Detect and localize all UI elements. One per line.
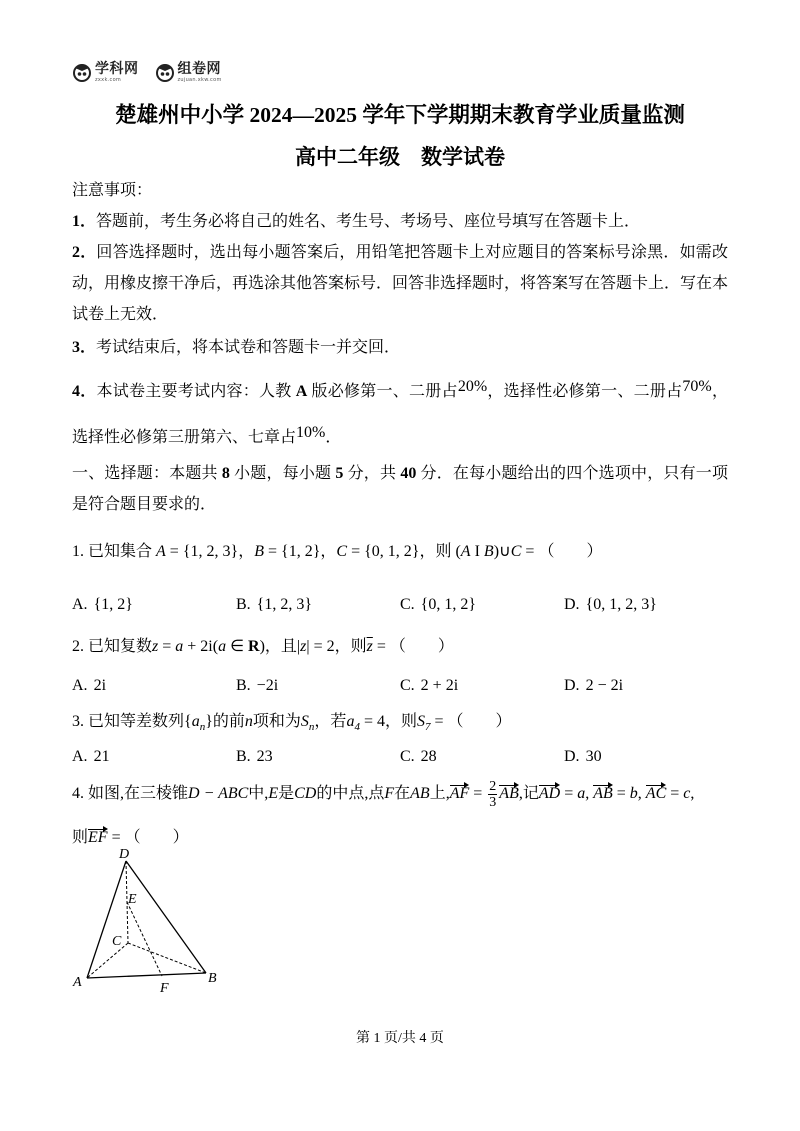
question-2 [72, 631, 728, 662]
option-label: C. [400, 677, 415, 694]
option-label: B. [236, 748, 251, 765]
option-text: {1, 2, 3} [256, 596, 313, 613]
option-label: D. [564, 748, 580, 765]
question-1-options [72, 589, 728, 620]
option-text: {1, 2} [93, 596, 133, 613]
label-c: C [112, 934, 122, 949]
math-expr: } [205, 713, 213, 730]
zujuanwang-logo [155, 62, 222, 83]
math-expr: = [560, 785, 578, 802]
question-3-options [72, 741, 728, 772]
question-text: ，则 [419, 543, 452, 560]
note-item-2 [72, 237, 728, 330]
math-expr: , [585, 785, 594, 802]
math-var: S [416, 713, 425, 730]
math-var: A [460, 543, 471, 560]
math-var: a [175, 638, 184, 655]
math-var: C [510, 543, 522, 560]
answer-blank: （ ） [389, 638, 454, 655]
question-text: 如图,在三棱锥 [88, 785, 189, 802]
math-expr: = [107, 829, 125, 846]
note-item-1 [72, 206, 728, 237]
option-a [72, 741, 236, 772]
option-label: B. [236, 677, 251, 694]
math-var: a [346, 713, 355, 730]
logo-text [95, 62, 139, 83]
vector-af: AF [449, 785, 470, 802]
math-expr: = {1, 2, 3} [165, 543, 239, 560]
question-text: ， [320, 543, 337, 560]
option-c [400, 670, 564, 701]
logo-text [178, 62, 222, 83]
option-text: {0, 1, 2, 3} [585, 596, 657, 613]
label-e: E [128, 892, 137, 907]
vector-ab: AB [499, 785, 519, 802]
math-var: B [254, 543, 264, 560]
option-text: 23 [256, 748, 273, 765]
note-text: ，选择性必修第一、二册占 [487, 383, 683, 400]
math-expr: = 4 [359, 713, 385, 730]
math-expr: = [469, 785, 487, 802]
option-label: A. [72, 677, 88, 694]
option-text: 2 + 2i [420, 677, 459, 694]
points-total: 40 [400, 465, 417, 482]
note-text: 答题前，考生务必将自己的姓名、考生号、考场号、座位号填写在答题卡上． [96, 213, 641, 230]
vector-ad: AD [538, 785, 561, 802]
math-var: z [152, 638, 159, 655]
math-expr: | = 2 [306, 638, 335, 655]
option-b [236, 741, 400, 772]
logo-name: 学科网 [95, 60, 139, 77]
option-c [400, 589, 564, 620]
note-text: 版必修第一、二册占 [307, 383, 458, 400]
percent-value: 70% [682, 378, 712, 395]
math-var: C [336, 543, 348, 560]
option-label: D. [564, 677, 580, 694]
note-text: ， [711, 383, 728, 400]
vector-ef: EF [88, 829, 108, 846]
math-var: b [629, 785, 638, 802]
question-number: 2. [72, 638, 84, 655]
option-text: 2i [93, 677, 107, 694]
math-expr: = [612, 785, 630, 802]
logo-name: 组卷网 [177, 60, 221, 77]
math-expr: + 2i [183, 638, 213, 655]
math-var: B [483, 543, 494, 560]
conjugate-z: $\overline{z}$ [366, 638, 373, 655]
option-text: 2 − 2i [585, 677, 624, 694]
question-text: 项和为 [252, 713, 301, 730]
question-text: 在 [394, 785, 411, 802]
percent-value: 10% [296, 424, 326, 441]
option-label: B. [236, 596, 251, 613]
option-label: A. [72, 748, 88, 765]
question-text: ，则 [384, 713, 417, 730]
option-d [564, 741, 728, 772]
vector-ab: AB [593, 785, 613, 802]
math-subscript: n [199, 721, 206, 734]
math-expr: ) [259, 638, 265, 655]
note-text: 考试结束后，将本试卷和答题卡一并交回． [96, 339, 401, 356]
exam-title: 楚雄州中小学 2024—2025 学年下学期期末教育学业质量监测 [115, 103, 685, 127]
question-text: ，则 [334, 638, 367, 655]
section-text: 一、选择题：本题共 [72, 465, 222, 482]
question-text: 中, [248, 785, 269, 802]
section-text: 分，共 [343, 465, 401, 482]
math-var: a [218, 638, 227, 655]
option-text: 28 [420, 748, 437, 765]
xuekewang-logo [72, 62, 139, 83]
question-text: 的前 [212, 713, 245, 730]
fraction-numerator: 2 [489, 778, 497, 794]
option-label: C. [400, 748, 415, 765]
math-var: CD [294, 785, 317, 802]
option-d [564, 589, 728, 620]
note-text: 本试卷主要考试内容：人教 [96, 383, 296, 400]
note-item-4 [72, 366, 728, 458]
option-label: D. [564, 596, 580, 613]
option-c [400, 741, 564, 772]
math-expr: , [637, 785, 646, 802]
notes-heading: 注意事项： [72, 182, 153, 199]
math-subscript: 4 [354, 721, 360, 734]
question-number: 1. [72, 543, 84, 560]
math-expr: = {1, 2} [263, 543, 321, 560]
question-text: 已知集合 [88, 543, 153, 560]
math-expr: , [690, 785, 695, 802]
question-text: ，且 [264, 638, 297, 655]
math-expr: ∈ [226, 638, 249, 655]
math-expr: I [470, 543, 484, 560]
question-text: 是 [278, 785, 295, 802]
math-var: a [191, 713, 200, 730]
answer-blank: （ ） [447, 713, 512, 730]
option-text: {0, 1, 2} [420, 596, 477, 613]
question-text: 上, [429, 785, 450, 802]
note-number: 3． [72, 339, 97, 356]
math-var: F [384, 785, 395, 802]
question-text: ,记 [518, 785, 539, 802]
question-text: 已知复数 [88, 638, 153, 655]
exam-subtitle: 高中二年级 数学试卷 [295, 145, 505, 169]
page-footer: 第 1 页/共 4 页 [356, 1031, 444, 1046]
math-var: c [683, 785, 691, 802]
option-label: A. [72, 596, 88, 613]
answer-blank: （ ） [124, 829, 189, 846]
question-1 [72, 536, 728, 567]
question-3 [72, 706, 728, 737]
answer-blank: （ ） [538, 543, 603, 560]
math-var: E [268, 785, 279, 802]
math-expr: = [158, 638, 176, 655]
percent-value: 20% [457, 378, 488, 395]
math-expr: = [430, 713, 448, 730]
math-expr: = [372, 638, 390, 655]
textbook-edition: A [295, 383, 308, 400]
note-number: 2． [72, 244, 97, 261]
math-expr: ( [212, 638, 219, 655]
option-text: 30 [585, 748, 602, 765]
math-var: AB [410, 785, 430, 802]
header-logos [72, 58, 728, 86]
edge-ab [87, 973, 206, 978]
question-2-options [72, 670, 728, 701]
option-text: 21 [93, 748, 110, 765]
section-text: 小题，每小题 [229, 465, 336, 482]
math-expr: = [666, 785, 684, 802]
question-text: ，若 [314, 713, 347, 730]
math-var: S [300, 713, 309, 730]
logo-domain: zxxk.com [95, 76, 122, 83]
math-expr: )∪ [493, 543, 511, 560]
option-a [72, 589, 236, 620]
math-var: z [300, 638, 307, 655]
note-number: 4． [72, 383, 97, 400]
question-text: 的中点,点 [316, 785, 385, 802]
note-text: ． [325, 429, 342, 446]
section-heading [72, 458, 728, 520]
label-f: F [160, 981, 169, 996]
owl-logo-icon [155, 62, 175, 82]
option-label: C. [400, 596, 415, 613]
edge-da [87, 861, 126, 978]
question-text: 则 [72, 829, 89, 846]
math-expr: = [521, 543, 539, 560]
label-a: A [73, 975, 82, 990]
question-number: 3. [72, 713, 84, 730]
option-text: −2i [256, 677, 279, 694]
segment-ef [127, 902, 162, 976]
math-subscript: 7 [424, 721, 431, 734]
math-var: D − ABC [188, 785, 249, 802]
option-a [72, 670, 236, 701]
vector-ac: AC [645, 785, 667, 802]
fraction [488, 779, 497, 810]
section-text: 分．在每小题给出的四个选项中，只有一项是符合题目要求的． [72, 465, 728, 513]
label-d: D [119, 847, 130, 862]
math-expr: | [296, 638, 301, 655]
fraction-denominator: 3 [489, 794, 497, 810]
option-d [564, 670, 728, 701]
pyramid-figure [70, 845, 220, 1000]
real-numbers-symbol: R [248, 638, 260, 655]
math-var: n [244, 713, 253, 730]
note-number: 1． [72, 213, 97, 230]
option-b [236, 589, 400, 620]
note-item-3 [72, 332, 728, 363]
exam-page [72, 58, 728, 860]
edge-db [126, 861, 206, 973]
math-expr: { [184, 713, 192, 730]
note-text: 回答选择题时，选出每小题答案后，用铅笔把答题卡上对应题目的答案标号涂黑．如需改动，用橡皮擦干净后，再选涂其他答案标号．回答非选择题时，将答案写在答题卡上．写在本试卷上无效． [72, 244, 729, 323]
math-subscript: n [308, 721, 315, 734]
math-var: A [156, 543, 166, 560]
question-text: 已知等差数列 [88, 713, 185, 730]
owl-logo-icon [72, 62, 92, 82]
question-number: 4. [72, 785, 84, 802]
note-text: 选择性必修第三册第六、七章占 [72, 429, 297, 446]
label-b: B [208, 971, 217, 986]
question-count: 8 [221, 465, 230, 482]
math-expr: = {0, 1, 2} [347, 543, 420, 560]
math-expr: ( [455, 543, 461, 560]
question-text: ， [238, 543, 255, 560]
logo-domain: zujuan.xkw.com [177, 76, 222, 83]
points-each: 5 [335, 465, 344, 482]
question-4-line-1 [72, 772, 728, 816]
option-b [236, 670, 400, 701]
math-var: a [577, 785, 586, 802]
edge-cb [128, 943, 206, 973]
